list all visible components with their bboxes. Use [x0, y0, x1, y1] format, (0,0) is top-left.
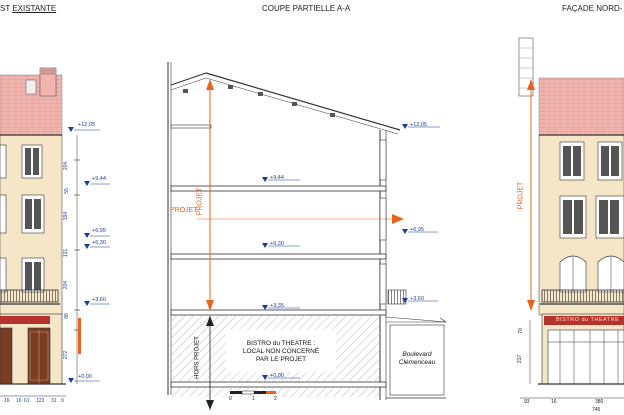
center-level-000: +0,00	[270, 373, 284, 379]
shop-sign: BISTRO du THEATRE	[556, 317, 620, 323]
right-bottom-dim-4: 745	[592, 407, 601, 413]
boulevard-line-1: Boulevard	[402, 351, 432, 358]
center-level-630: +6,30	[270, 241, 284, 247]
left-dim-272: 272	[63, 350, 70, 360]
left-level-695: +6,95	[92, 228, 106, 234]
center-title: COUPE PARTIELLE A-A	[262, 4, 351, 13]
center-level-roof: +12,05	[410, 122, 427, 128]
left-dim-131: 131	[63, 248, 70, 258]
right-bottom-dim-3: 380	[595, 399, 604, 405]
left-dim-204b: 204	[63, 280, 70, 290]
right-bottom-dim-2: 16	[551, 399, 557, 405]
bistro-line-3: PAR LE PROJET	[255, 356, 307, 363]
left-bottom-dim-2: 16	[16, 398, 22, 404]
scale-1: 1	[252, 396, 255, 402]
bistro-line-1: BISTRO du THEATRE :	[246, 340, 316, 347]
left-title-prefix: ST	[0, 4, 11, 13]
left-title	[0, 4, 56, 13]
left-level-000: +0,00	[78, 374, 92, 380]
left-level-944: +9,44	[92, 176, 106, 182]
left-dim-194: 194	[63, 211, 70, 221]
right-title: FAÇADE NORD-	[562, 4, 623, 13]
hors-projet-label: HORS PROJET	[194, 336, 201, 379]
left-level-360: +3,60	[92, 297, 106, 303]
right-bottom-dim-1: 93	[524, 399, 530, 405]
projet-label-right: PROJET	[517, 181, 525, 210]
scale-2: 2	[274, 396, 277, 402]
center-level-695: +6,95	[410, 227, 424, 233]
left-bottom-dim-5: 31	[51, 398, 57, 404]
center-level-944: +9,44	[270, 175, 284, 181]
left-bottom-dim-4: 123	[36, 398, 45, 404]
center-level-360: +3,60	[410, 296, 424, 302]
boulevard-line-2: Clémenceau	[398, 359, 436, 366]
left-title-underlined: EXISTANTE	[12, 4, 57, 13]
left-dim-88: 88	[63, 313, 70, 319]
left-bottom-dim-3: 61	[24, 398, 30, 404]
bistro-line-2: LOCAL NON CONCERNÉ	[242, 348, 320, 355]
projet-label-vertical: PROJET	[196, 187, 204, 216]
projet-label-horizontal: PROJET	[170, 207, 198, 214]
bistro-note	[232, 340, 330, 364]
left-dim-55: 55	[63, 188, 70, 194]
left-bottom-dim-1: 16	[4, 398, 10, 404]
left-level-630: +6,30	[92, 240, 106, 246]
right-facade	[519, 38, 624, 398]
scale-bar	[230, 391, 276, 394]
boulevard-label	[391, 351, 443, 367]
left-bottom-dim-6: 9	[61, 398, 64, 404]
right-dim-217: 217	[517, 354, 524, 364]
scale-0: 0	[229, 396, 232, 402]
center-level-335: +3,35	[270, 303, 284, 309]
left-dim-204a: 204	[63, 161, 70, 171]
left-level-roof: +12,05	[78, 122, 95, 128]
right-dim-70: 70	[517, 328, 524, 334]
